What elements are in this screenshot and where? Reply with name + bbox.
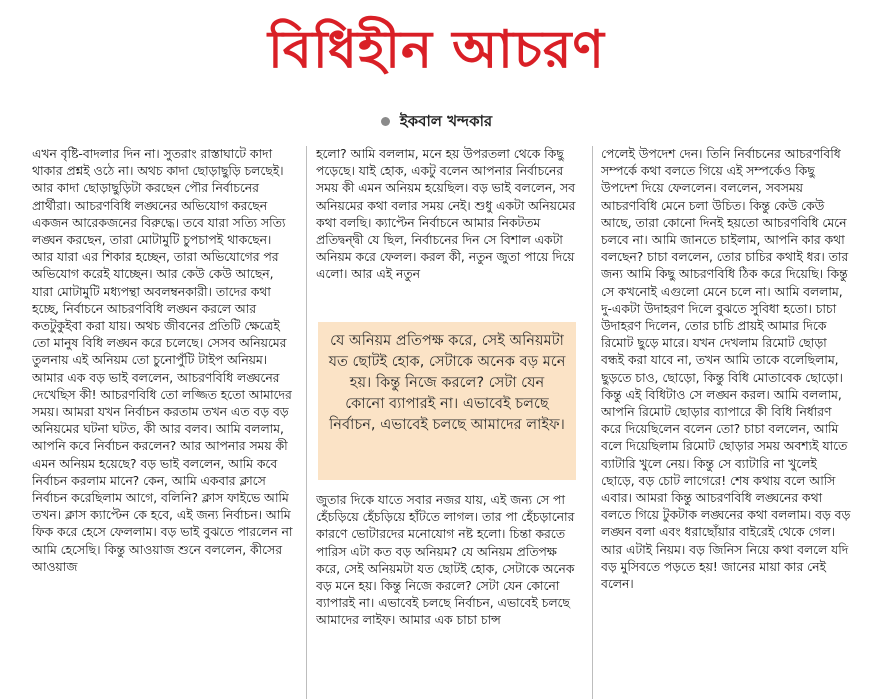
author-name: ইকবাল খন্দকার (399, 112, 493, 130)
column-text: পেলেই উপদেশ দেন। তিনি নির্বাচনের আচরণবিধি সম্পর্কে কথা বলতে গিয়ে এই সম্পর্কেও কিছু উপদেশ দিয়ে ফেললেন। বললেন, সবসময় আচরণবিধি মেনে চলা উচিত। কিন্তু কেউ কেউ আছে, তারা কোনো দিনই হয়তো আচরণবিধি মেনে চলবে না। আমি জানতে চাইলাম, আপনি কার কথা বলছেন? চাচা বললেন, তোর চাচির কথাই ধর। তার জন্য আমি কিছু আচরণবিধি ঠিক করে দিয়েছি। কিন্তু সে কখনোই এগুলো মেনে চলে না। আমি বললাম, দু-একটা উদাহরণ দিলে বুঝতে সুবিধা হতো। চাচা উদাহরণ দিলেন, তোর চাচি প্রায়ই আমার দিকে রিমোট ছুড়ে মারে। যখন দেখলাম রিমোট ছোড়া বন্ধই করা যাবে না, তখন আমি তাকে বলেছিলাম, ছুড়তে চাও, ছোড়ো, কিন্তু বিধি মোতাবেক ছোড়ো। কিন্তু এই বিধিটাও সে লঙ্ঘন করল। আমি বললাম, আপনি রিমোট ছোড়ার ব্যাপারে কী বিধি নির্ধারণ করে দিয়েছিলেন বলেন তো? চাচা বললেন, আমি বলে দিয়েছিলাম রিমোট ছোড়ার সময় অবশ্যই যাতে ব্যাটারি খুলে নেয়। কিন্তু সে ব্যাটারি না খুলেই ছোড়ে, বড় চোট লাগেরে! শেষ কথায় বলে আসি এবার। আমরা কিন্তু আচরণবিধি লঙ্ঘনের কথা বলতে গিয়ে টুকটাক লঙ্ঘনের কথা বললাম। বড় বড় লঙ্ঘন বলা এবং ধরাছোঁয়ার বাইরেই থেকে গেল। আর এটাই নিয়ম। বড় জিনিস নিয়ে কথা বললে যদি বড় মুসিবতে পড়তে হয়! জানের মায়া কার নেই বলেন। (601, 147, 851, 592)
article-column-1 (32, 146, 294, 699)
pull-quote (318, 322, 576, 480)
article-column-2-top (316, 146, 584, 316)
pull-quote-text: যে অনিয়ম প্রতিপক্ষ করে, সেই অনিয়মটা যত ছোটই হোক, সেটাকে অনেক বড় মনে হয়। কিন্তু নিজে করলে? সেটা যেন কোনো ব্যাপারই না। এভাবেই চলছে নির্বাচন, এভাবেই চলছে আমাদের লাইফ। (328, 332, 566, 433)
column-text: এখন বৃষ্টি-বাদলার দিন না। সুতরাং রাস্তাঘাটে কাদা থাকার প্রশ্নই ওঠে না। অথচ কাদা ছোড়াছুড়ি চলছেই। আর কাদা ছোড়াছুড়িটা করছেন পৌর নির্বাচনের প্রার্থীরা। আচরণবিধি লঙ্ঘনের অভিযোগ করছেন একজন আরেকজনের বিরুদ্ধে। তবে যারা সত্যি সত্যি লঙ্ঘন করছেন, তারা মোটামুটি চুপচাপই থাকছেন। আর যারা এর শিকার হচ্ছেন, তারা অভিযোগের পর অভিযোগ করেই যাচ্ছেন। আর কেউ কেউ আছেন, যারা মোটামুটি মধ্যপন্থা অবলম্বনকারী। তাদের কথা হচ্ছে, নির্বাচনে আচরণবিধি লঙ্ঘন করলে আর কতটুকুইবা করা যায়। অথচ জীবনের প্রতিটি ক্ষেত্রেই তো মানুষ বিধি লঙ্ঘন করে চলেছে। সেসব অনিয়মের তুলনায় এই অনিয়ম তো চুনোপুঁটি টাইপ অনিয়ম। আমার এক বড় ভাই বললেন, আচরণবিধি লঙ্ঘনের দেখেছিস কী! আচরণবিধি তো লজ্জিত হতো আমাদের সময়। আমরা যখন নির্বাচন করতাম তখন এত বড় বড় অনিয়মের ঘটনা ঘটত, কী আর বলব। আমি বললাম, আপনি কবে নির্বাচন করলেন? আর আপনার সময় কী এমন অনিয়ম হয়েছে? বড় ভাই বললেন, আমি কবে নির্বাচন করলাম মানে? কেন, আমি একবার ক্লাসে নির্বাচন করেছিলাম আগে, বলিনি? ক্লাস ফাইভে আমি তখন। ক্লাস ক্যাপ্টেন কে হবে, এই জন্য নির্বাচন। আমি ফিক করে হেসে ফেললাম। বড় ভাই বুঝতে পারলেন না আমি হেসেছি। কিন্তু আওয়াজ শুনে বললেন, কীসের আওয়াজ (32, 147, 293, 574)
bullet-dot-icon (381, 117, 390, 126)
column-divider (306, 146, 307, 699)
column-text: হলো? আমি বললাম, মনে হয় উপরতলা থেকে কিছু পড়েছে। যাই হোক, একটু বলেন আপনার নির্বাচনের সময় কী এমন অনিয়ম হয়েছিল। বড় ভাই বললেন, সব অনিয়মের কথা বলার সময় নেই। শুধু একটা অনিয়মের কথা বলছি। ক্যাপ্টেন নির্বাচনে আমার নিকটতম প্রতিদ্বন্দ্বী যে ছিল, নির্বাচনের দিন সে বিশাল একটা অনিয়ম করে ফেলল। করল কী, নতুন জুতা পায়ে দিয়ে এলো। আর এই নতুন (316, 147, 576, 282)
article-column-2-bottom (316, 492, 584, 699)
headline: বিধিহীন আচরণ (268, 20, 605, 80)
column-divider (592, 146, 593, 699)
article-column-3 (601, 146, 853, 699)
column-text: জুতার দিকে যাতে সবার নজর যায়, এই জন্য সে পা হেঁচড়িয়ে হেঁচড়িয়ে হাঁটতে লাগল। তার পা হেঁচড়ানোর কারণে ভোটারদের মনোযোগ নষ্ট হলো। চিন্তা করতে পারিস এটা কত বড় অনিয়ম? যে অনিয়ম প্রতিপক্ষ করে, সেই অনিয়মটা যত ছোটই হোক, সেটাকে অনেক বড় মনে হয়। কিন্তু নিজে করলে? সেটা যেন কোনো ব্যাপারই না। এভাবেই চলছে নির্বাচন, এভাবেই চলছে আমাদের লাইফ। আমার এক চাচা চান্স (316, 493, 575, 628)
byline (0, 110, 873, 135)
